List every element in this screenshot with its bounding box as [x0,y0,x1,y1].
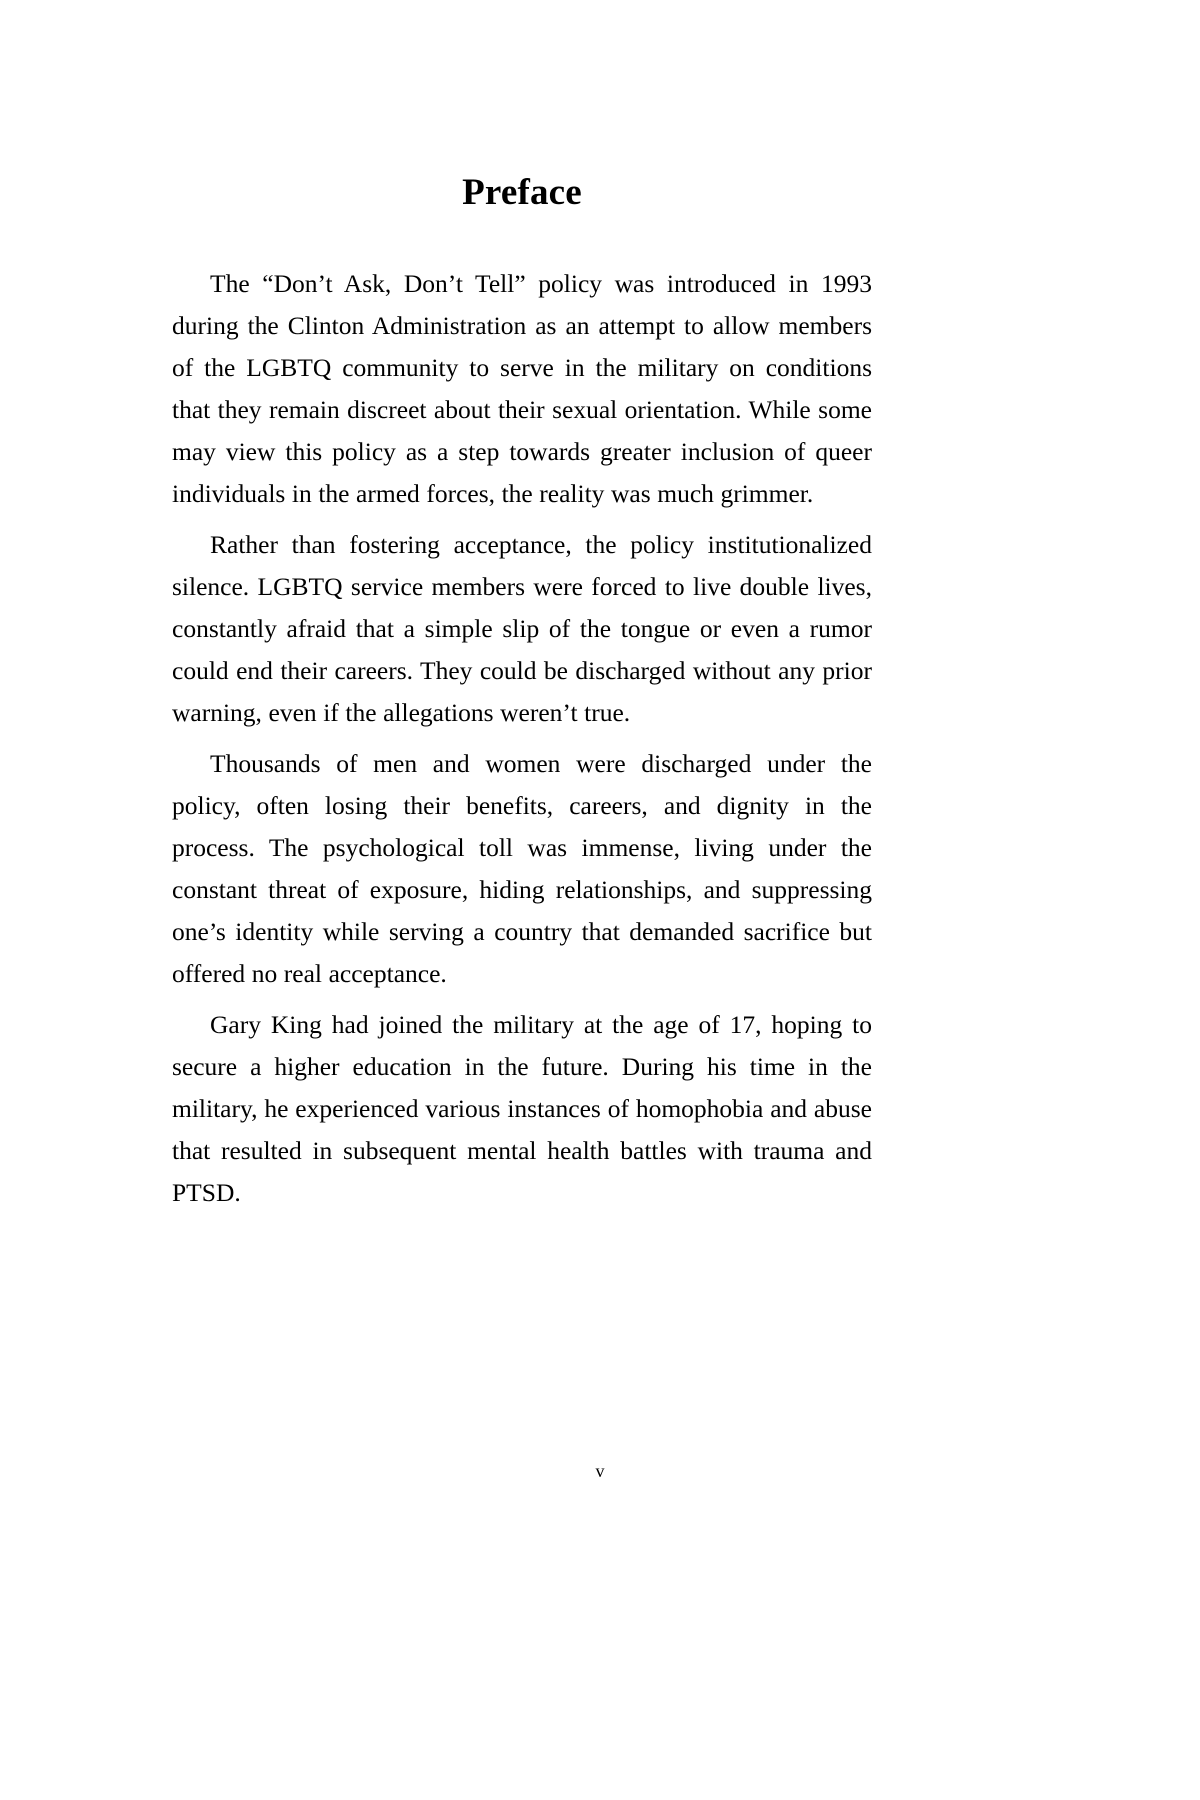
page-content [172,0,872,1214]
paragraph: Gary King had joined the military at the age of 17, hoping to secure a higher education in the future. During his time in the military, he experienced various instances of homophobia and abuse that resulted in subsequent mental health battles with trauma and PTSD. [172,1009,872,1207]
paragraph: Thousands of men and women were discharged under the policy, often losing their benefits, careers, and dignity in the process. The psychological toll was immense, living under the constant threat of exposure, hiding relationships, and suppressing one’s identity while serving a country that demanded sacrifice but offered no real acceptance. [172,748,872,988]
page-title: Preface [462,172,582,213]
paragraph: Rather than fostering acceptance, the policy institutionalized silence. LGBTQ service members were forced to live double lives, constantly afraid that a simple slip of the tongue or even a rumor could end their careers. They could be discharged without any prior warning, even if the allegations weren’t true. [172,529,872,727]
page-number: v [595,1461,605,1481]
body-text-block [172,215,872,1214]
paragraph: The “Don’t Ask, Don’t Tell” policy was introduced in 1993 during the Clinton Administration as an attempt to allow members of the LGBTQ community to serve in the military on conditions that they remain discreet about their sexual orientation. While some may view this policy as a step towards greater inclusion of queer individuals in the armed forces, the reality was much grimmer. [172,268,872,508]
